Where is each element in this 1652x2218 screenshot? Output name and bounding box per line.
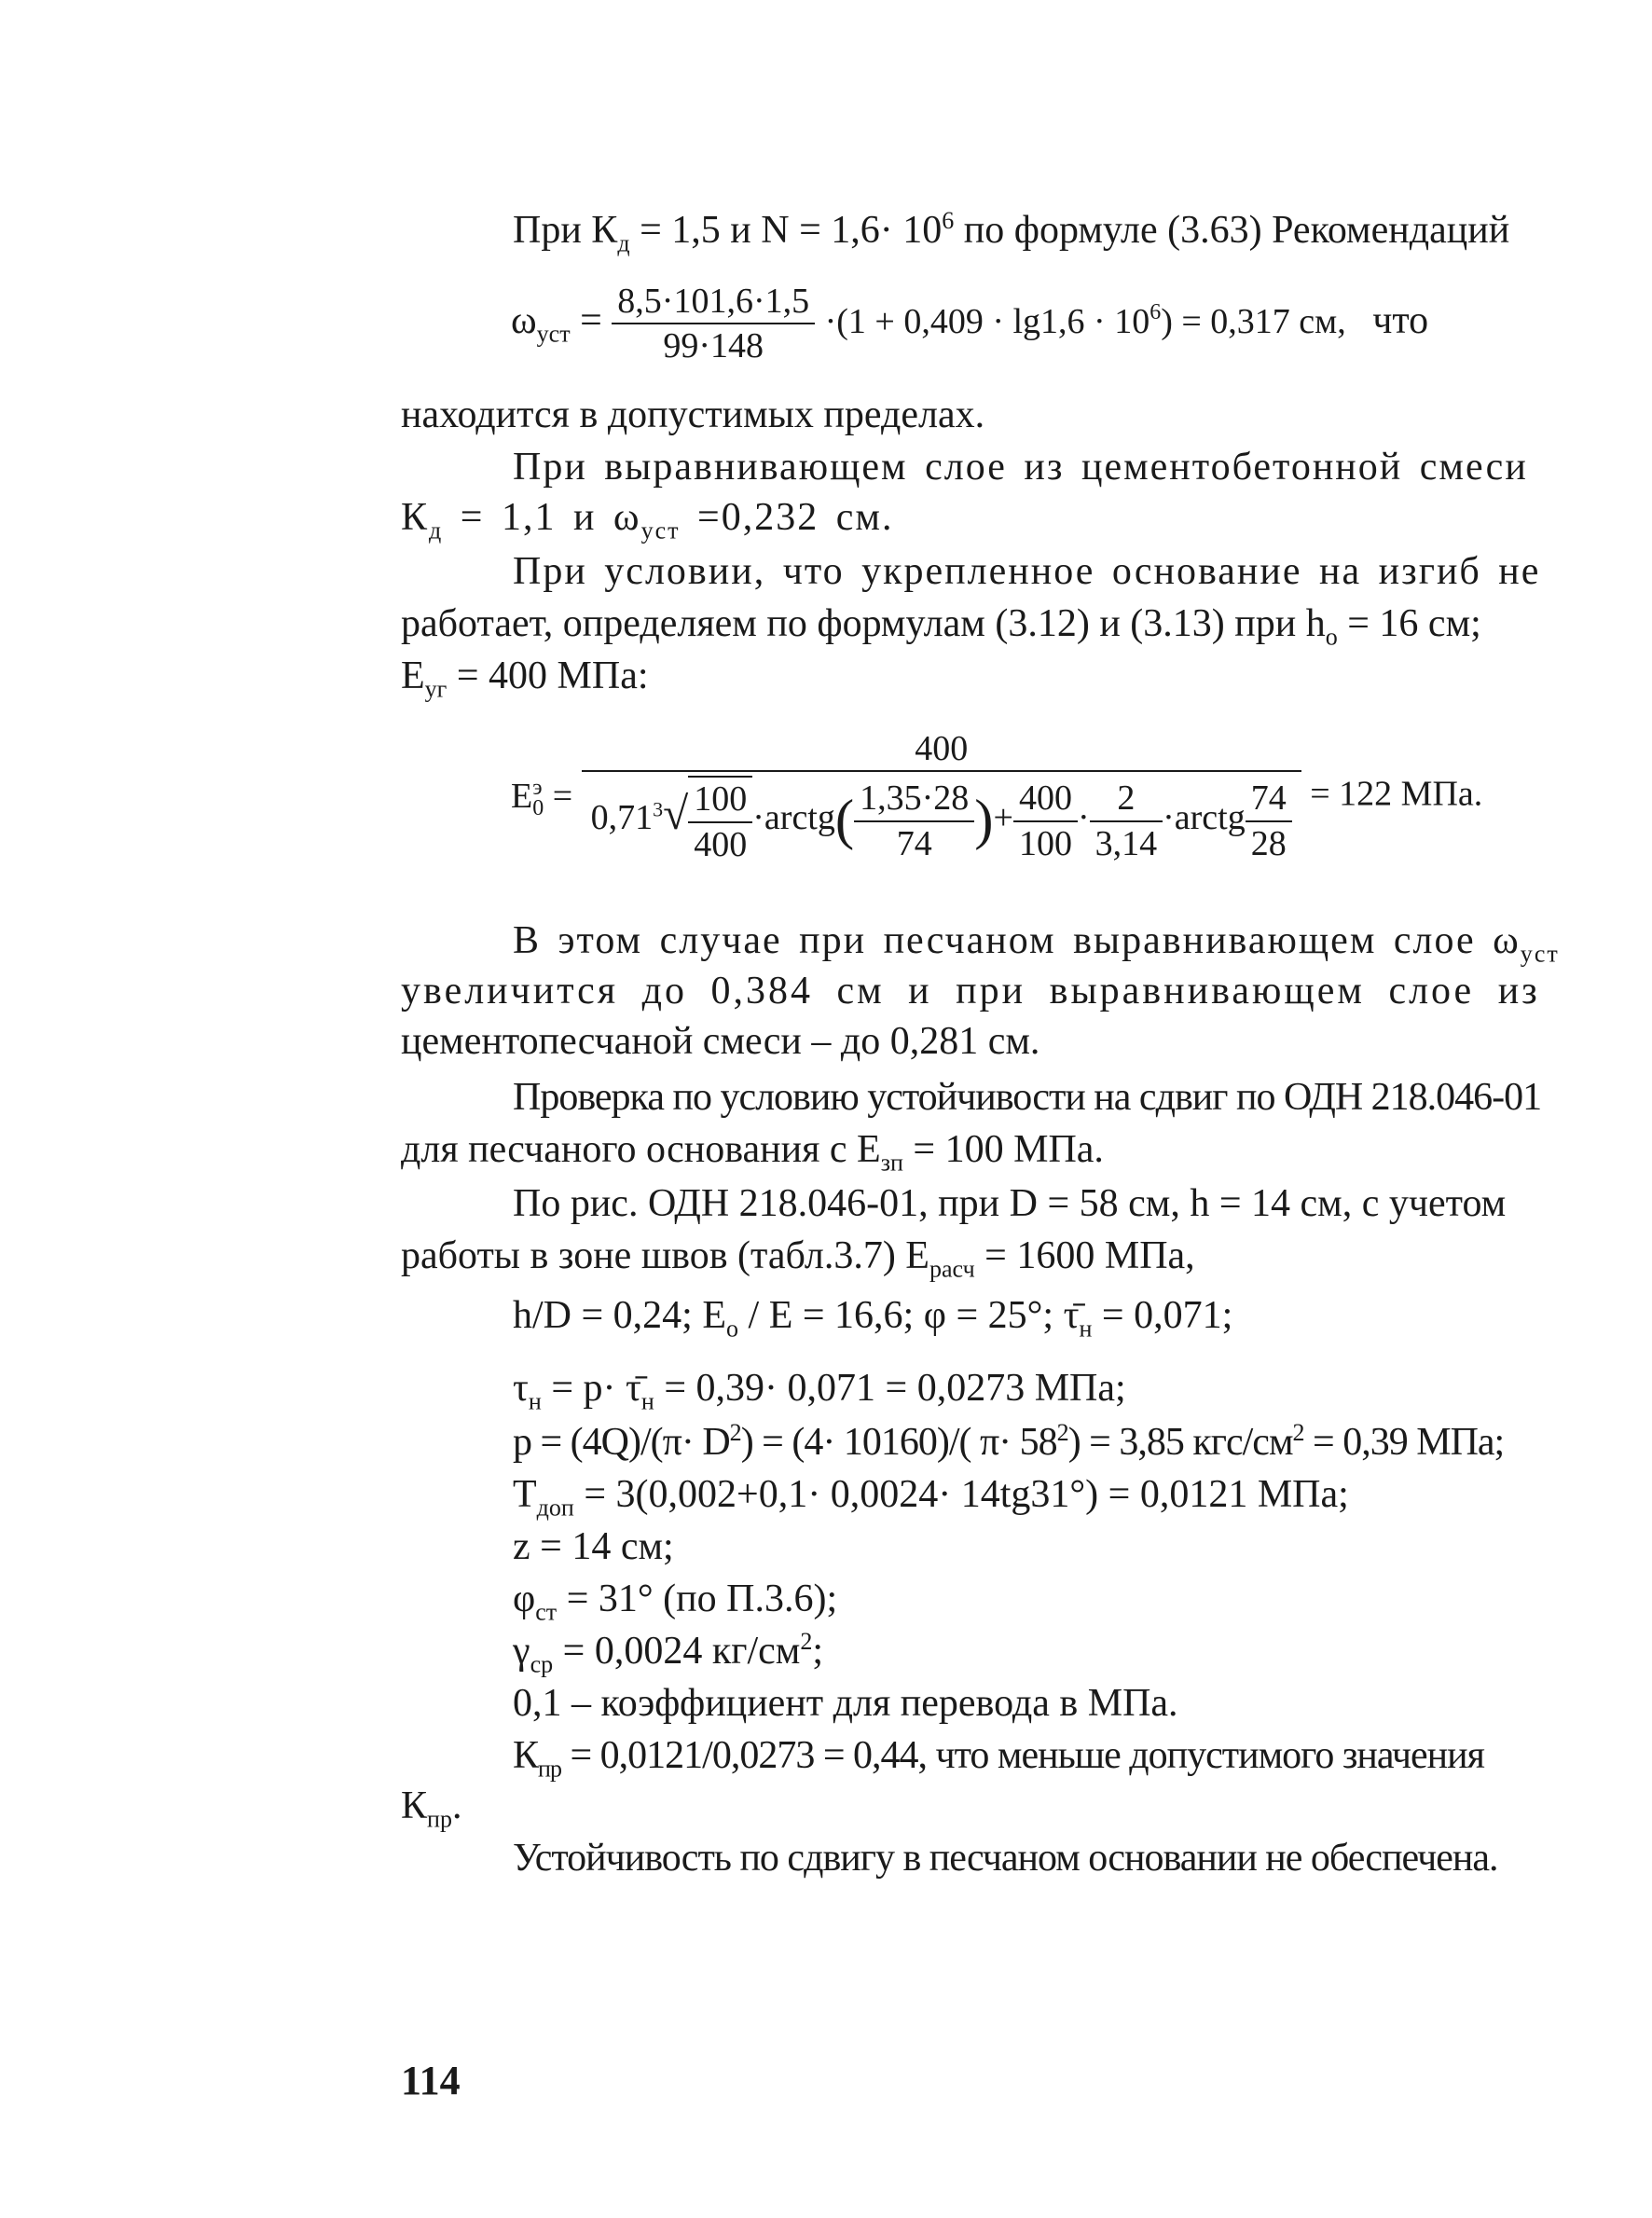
- equation-phi: $\varphi_{ст} = 31^\circ$ (по П.3.6);: [513, 1577, 838, 1626]
- base-condition-line2: работает, определяем по формулам (3.12) и (3.13) при $h_о = 16$ см;: [401, 602, 1481, 651]
- sand-layer-line1: В этом случае при песчаном выравнивающем слое $\omega_{уст}$: [513, 919, 1560, 968]
- equation-coef: 0,1 – коэффициент для перевода в МПа.: [513, 1682, 1178, 1725]
- equation-t-allow: $Т_{доп} = 3(0,002+0,1\cdot 0,0024\cdot 14tg31^\circ) = 0,0121$ МПа;: [513, 1473, 1349, 1522]
- fig-reference-line2: работы в зоне швов (табл.3.7) $Е_{расч} = 1600$ МПа,: [401, 1234, 1195, 1283]
- intro-line: При $К_д = 1,5$ и $N = 1,6\cdot 10^6$ по формуле (3.63) Рекомендаций: [513, 207, 1510, 257]
- formula-e0-lhs: Е э 0 =: [511, 776, 573, 820]
- formula-e0: Е э 0 = 400 0,71$^3$√ $\frac{100}{400}$ ·arctg( $\frac{1,35\cdot 28}{74}$ )+ $\frac{400}{100}$ · $\frac{2}{3,14}$ ·arctg $\frac{74}{28}$ = 122 МПа.: [511, 727, 1482, 866]
- kpr-continuation: $К_{пр}$.: [401, 1784, 462, 1833]
- equation-z: z = 14 см;: [513, 1525, 674, 1568]
- base-condition-line3: $Е_{уг} = 400$ МПа:: [401, 654, 649, 703]
- page-number: 114: [401, 2058, 461, 2103]
- formula-omega-fraction: $\frac{8,5\cdot 101,6\cdot 1,5}{99\cdot 148}$: [612, 280, 815, 368]
- formula-e0-fraction: 400 0,71$^3$√ $\frac{100}{400}$ ·arctg( $\frac{1,35\cdot 28}{74}$ )+ $\frac{400}{100}$ · $\frac{2}{3,14}$ ·arctg $\frac{74}{28}$: [582, 727, 1301, 866]
- equation-p: $p = (4Q)/(\pi\cdot D^2) = (4\cdot 10160)/$( $\pi\cdot 58^2) = 3,85$ кгс/$см^2 = 0,39$ МПа;: [513, 1419, 1505, 1464]
- equation-hd: h/D = 0,24; $Е_о / Е = 16,6$; φ = 25°; $\taū_н = 0,071$;: [513, 1294, 1233, 1343]
- formula-omega: $\omega_{уст}$ = $\frac{8,5\cdot 101,6\cdot 1,5}{99\cdot 148}$ $\cdot(1 + 0,409 \cdot \lg 1,6 \cdot 10^6) = 0,317$ см, что: [511, 280, 1428, 368]
- shear-check-line2: для песчаного основания с $Е_{зп} = 100$ МПа.: [401, 1128, 1104, 1177]
- equation-kpr: $К_{пр} = 0,0121/0,0273 = 0,44$, что меньше допустимого значения: [513, 1734, 1484, 1783]
- paragraph-within-limits: находится в допустимых пределах.: [401, 393, 985, 436]
- equation-tau: $\tau_н = p\cdot$ $\taū_н = 0,39\cdot 0,071 = 0,0273$ МПа;: [513, 1367, 1126, 1415]
- equation-gamma: $\gamma_{ср} = 0,0024$ $кг/см^2$;: [513, 1628, 824, 1678]
- formula-e0-denominator: 0,71$^3$√ $\frac{100}{400}$ ·arctg( $\frac{1,35\cdot 28}{74}$ )+ $\frac{400}{100}$ · $\frac{2}{3,14}$ ·arctg $\frac{74}{28}$: [582, 772, 1301, 866]
- cement-layer-line2: $К_д = 1,1$ и $\omega_{уст} =0,232$ см.: [401, 496, 894, 544]
